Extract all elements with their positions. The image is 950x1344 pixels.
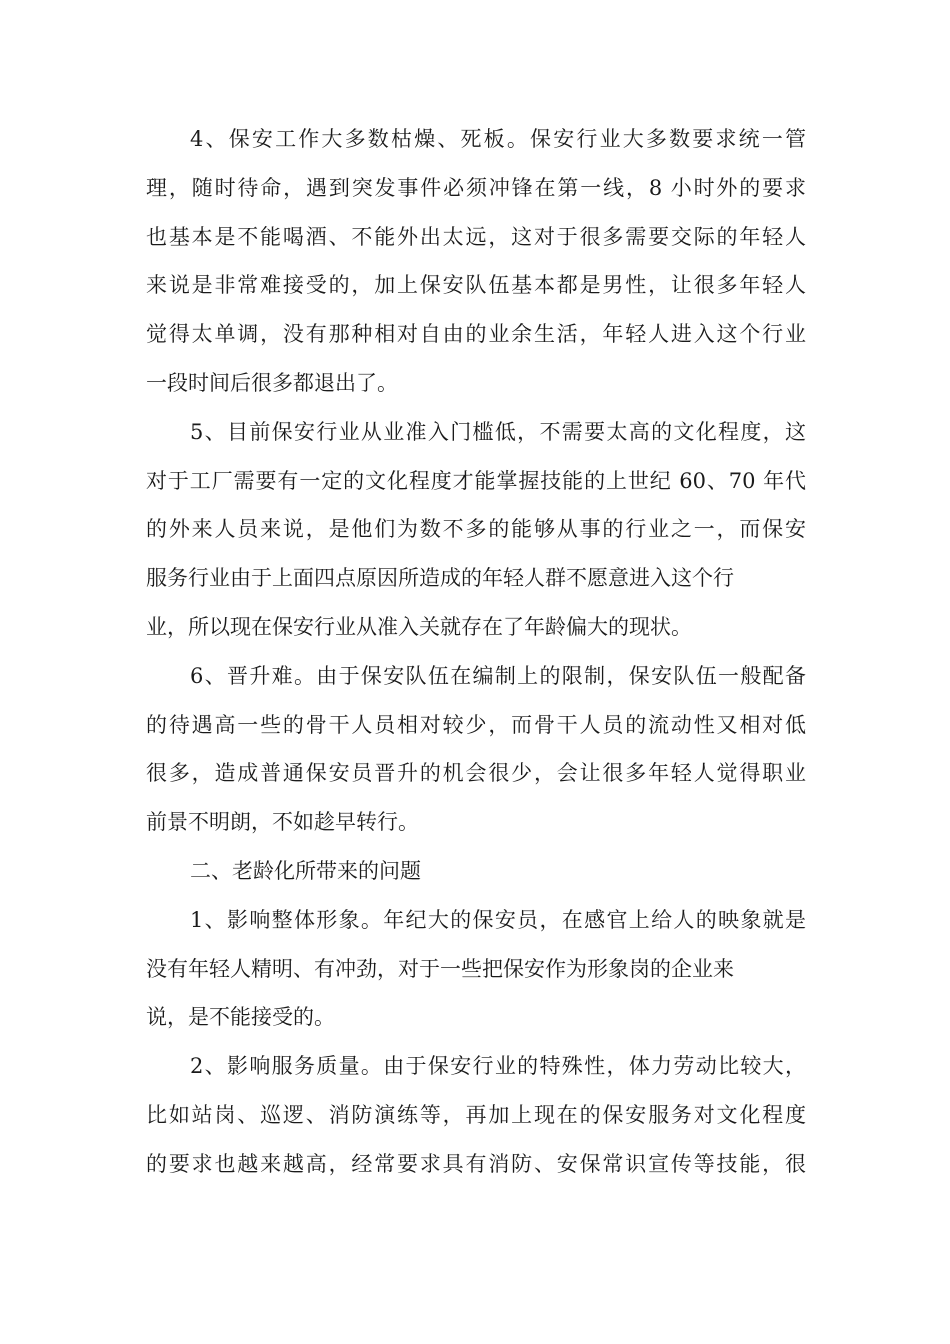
paragraph-4-line-4: 来说是非常难接受的，加上保安队伍基本都是男性，让很多年轻人 (146, 273, 806, 298)
paragraph-4-line-3: 也基本是不能喝酒、不能外出太远，这对于很多需要交际的年轻人 (146, 224, 806, 249)
paragraph-4-line-1: 4、保安工作大多数枯燥、死板。保安行业大多数要求统一管 (190, 127, 806, 151)
paragraph-4-line-6: 一段时间后很多都退出了。 (146, 370, 398, 395)
paragraph-6-line-1: 6、晋升难。由于保安队伍在编制上的限制，保安队伍一般配备 (190, 663, 806, 688)
paragraph-6-line-4: 前景不明朗，不如趁早转行。 (146, 810, 419, 835)
paragraph-5-line-3: 的外来人员来说，是他们为数不多的能够从事的行业之一，而保安 (146, 517, 806, 542)
document-body (146, 115, 806, 1189)
paragraph-1-line-3: 说，是不能接受的。 (146, 1005, 335, 1030)
paragraph-6-line-2: 的待遇高一些的骨干人员相对较少，而骨干人员的流动性又相对低 (146, 712, 806, 737)
section-heading: 二、老龄化所带来的问题 (190, 858, 421, 883)
paragraph-5-line-2: 对于工厂需要有一定的文化程度才能掌握技能的上世纪 60、70 年代 (146, 468, 806, 493)
paragraph-5-line-5: 业，所以现在保安行业从准入关就存在了年龄偏大的现状。 (146, 614, 692, 639)
paragraph-5-line-1: 5、目前保安行业从业准入门槛低，不需要太高的文化程度，这 (190, 419, 806, 444)
paragraph-1-line-2: 没有年轻人精明、有冲劲，对于一些把保安作为形象岗的企业来 (146, 956, 734, 981)
paragraph-4-line-2: 理，随时待命，遇到突发事件必须冲锋在第一线，8 小时外的要求 (146, 175, 806, 200)
paragraph-4-line-5: 觉得太单调，没有那种相对自由的业余生活，年轻人进入这个行业 (146, 322, 806, 347)
paragraph-1-line-1: 1、影响整体形象。年纪大的保安员，在感官上给人的映象就是 (190, 907, 806, 932)
paragraph-2-line-3: 的要求也越来越高，经常要求具有消防、安保常识宣传等技能，很 (146, 1151, 806, 1176)
paragraph-2-line-1: 2、影响服务质量。由于保安行业的特殊性，体力劳动比较大， (190, 1054, 806, 1079)
paragraph-2-line-2: 比如站岗、巡逻、消防演练等，再加上现在的保安服务对文化程度 (146, 1102, 806, 1127)
paragraph-6-line-3: 很多，造成普通保安员晋升的机会很少，会让很多年轻人觉得职业 (146, 761, 806, 786)
paragraph-5-line-4: 服务行业由于上面四点原因所造成的年轻人群不愿意进入这个行 (146, 566, 734, 591)
